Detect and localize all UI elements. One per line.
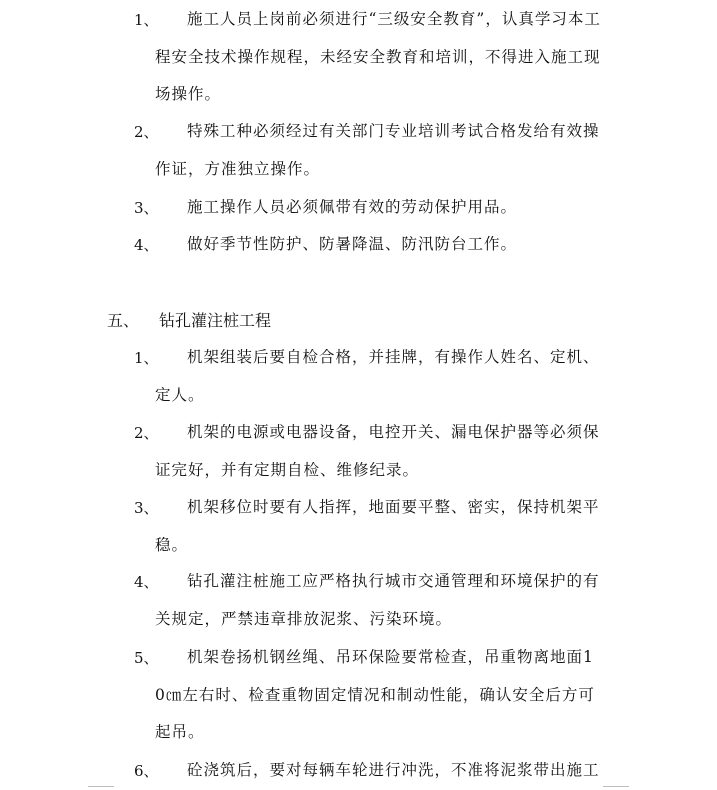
item-text: 钻孔灌注桩施工应严格执行城市交通管理和环境保护的有关规定，严禁违章排放泥浆、污染环境。 bbox=[155, 572, 600, 628]
item-text: 做好季节性防护、防暑降温、防汛防台工作。 bbox=[187, 235, 518, 253]
item-text: 机架卷扬机钢丝绳、吊环保险要常检查，吊重物离地面10㎝左右时、检查重物固定情况和制动性能，确认安全后方可起吊。 bbox=[155, 648, 595, 741]
item-number: 1、 bbox=[134, 11, 159, 29]
item-number: 1、 bbox=[134, 349, 159, 367]
section-title: 钻孔灌注桩工程 bbox=[159, 311, 272, 330]
item-number: 4、 bbox=[134, 573, 159, 591]
item-text: 机架组装后要自检合格，并挂牌，有操作人姓名、定机、定人。 bbox=[155, 348, 600, 404]
item-number: 4、 bbox=[134, 236, 159, 254]
item-number: 2、 bbox=[134, 424, 159, 442]
item-number: 3、 bbox=[134, 499, 159, 517]
item-text: 机架的电源或电器设备，电控开关、漏电保护器等必须保证完好，并有定期自检、维修纪录。 bbox=[155, 423, 600, 479]
item-number: 3、 bbox=[134, 199, 159, 217]
item-text: 特殊工种必须经过有关部门专业培训考试合格发给有效操作证，方准独立操作。 bbox=[155, 122, 600, 178]
page-corner-mark-left bbox=[88, 786, 114, 787]
item-number: 6、 bbox=[134, 762, 159, 780]
item-text: 机架移位时要有人指挥，地面要平整、密实，保持机架平稳。 bbox=[155, 498, 600, 554]
section-heading bbox=[107, 311, 271, 331]
section-number: 五、 bbox=[107, 311, 140, 330]
item-text: 施工操作人员必须佩带有效的劳动保护用品。 bbox=[187, 198, 518, 216]
item-number: 5、 bbox=[134, 649, 159, 667]
item-text: 施工人员上岗前必须进行“三级安全教育”，认真学习本工程安全技术操作规程，未经安全教育和培训，不得进入施工现场操作。 bbox=[155, 10, 601, 103]
item-number: 2、 bbox=[134, 123, 159, 141]
page-corner-mark-right bbox=[603, 786, 629, 787]
item-text: 砼浇筑后，要对每辆车轮进行冲洗，不准将泥浆带出施工 bbox=[187, 761, 600, 779]
